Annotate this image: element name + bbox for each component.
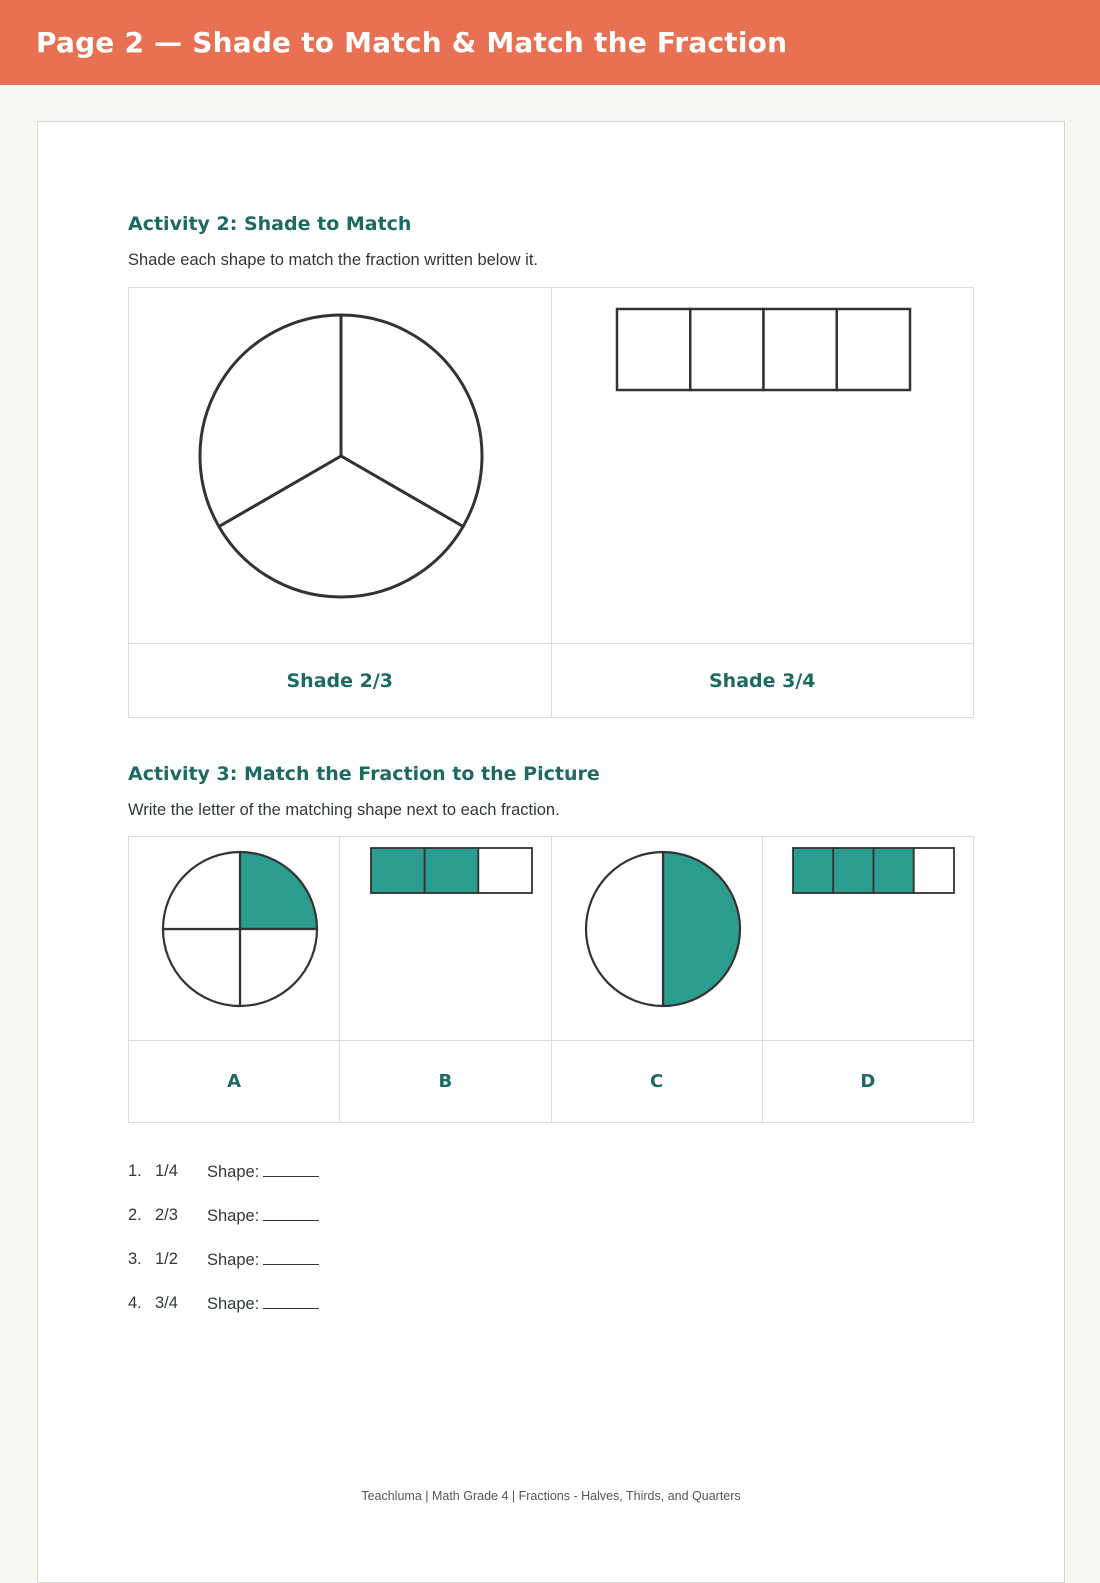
question-number: 3.	[128, 1250, 142, 1268]
circle-sector	[163, 852, 240, 929]
question-fraction: 3/4	[155, 1294, 178, 1312]
shade-label-2-3: Shade 2/3	[286, 669, 393, 692]
circle-sector	[240, 929, 317, 1006]
question-number: 4.	[128, 1294, 142, 1312]
shape-letter-cell-c	[551, 1041, 762, 1123]
circle-sector	[240, 852, 317, 929]
shape-letter-cell-b	[340, 1041, 551, 1123]
bar-segment	[793, 848, 833, 893]
bar-segment	[914, 848, 954, 893]
shape-prompt: Shape:	[207, 1206, 319, 1226]
answer-blank[interactable]	[263, 1294, 319, 1309]
activity-2-title: Activity 2: Shade to Match	[128, 213, 412, 235]
answer-blank[interactable]	[263, 1206, 319, 1221]
shape-prompt: Shape:	[207, 1294, 319, 1314]
bar-segment	[836, 309, 909, 390]
page-title: Page 2 — Shade to Match & Match the Fraction	[36, 26, 788, 59]
bar-segment	[479, 848, 533, 893]
shape-letter-cell-d	[762, 1041, 973, 1123]
bar-segment	[763, 309, 836, 390]
activity-2-label-2	[551, 644, 974, 718]
activity-3-instruction: Write the letter of the matching shape next to each fraction.	[128, 801, 560, 819]
circle-sector	[663, 852, 740, 1006]
shape-letter-cell-a	[129, 1041, 340, 1123]
shape-prompt: Shape:	[207, 1250, 319, 1270]
activity-2-table	[128, 287, 974, 718]
shape-letter-a: A	[227, 1071, 242, 1092]
circle-halves-shape	[552, 837, 763, 1041]
circle-quarters-shape	[129, 837, 340, 1041]
bar-segment	[690, 309, 763, 390]
question-number: 2.	[128, 1206, 142, 1224]
shape-letter-b: B	[438, 1071, 453, 1092]
bar-quarters-shape[interactable]	[552, 288, 974, 644]
bar-segment	[873, 848, 913, 893]
bar-quarters-shaded-shape	[763, 837, 974, 1041]
circle-thirds-shape[interactable]	[129, 288, 551, 644]
worksheet-page	[37, 121, 1065, 1583]
activity-2-label-1	[129, 644, 552, 718]
shape-cell-d	[762, 837, 973, 1041]
question-fraction: 1/4	[155, 1162, 178, 1180]
question-fraction: 2/3	[155, 1206, 178, 1224]
circle-sector	[163, 929, 240, 1006]
shade-label-3-4: Shade 3/4	[708, 669, 816, 692]
activity-3-table	[128, 836, 974, 1123]
activity-2-shape-cell-2	[551, 288, 974, 644]
answer-blank[interactable]	[263, 1250, 319, 1265]
bar-segment	[617, 309, 690, 390]
shape-prompt: Shape:	[207, 1162, 319, 1182]
bar-segment	[425, 848, 479, 893]
shape-letter-d: D	[860, 1071, 876, 1092]
bar-thirds-shape	[340, 837, 551, 1041]
activity-3-title: Activity 3: Match the Fraction to the Picture	[128, 763, 600, 785]
page-footer: Teachluma | Math Grade 4 | Fractions - Halves, Thirds, and Quarters	[361, 1489, 741, 1503]
shape-letter-c: C	[650, 1071, 664, 1092]
bar-segment	[371, 848, 425, 893]
question-fraction: 1/2	[155, 1250, 178, 1268]
bar-segment	[833, 848, 873, 893]
answer-blank[interactable]	[263, 1162, 319, 1177]
activity-2-shape-cell-1	[129, 288, 552, 644]
shape-cell-c	[551, 837, 762, 1041]
shape-cell-b	[340, 837, 551, 1041]
page-header	[0, 0, 1100, 85]
shape-cell-a	[129, 837, 340, 1041]
circle-sector	[586, 852, 663, 1006]
activity-2-instruction: Shade each shape to match the fraction written below it.	[128, 251, 538, 269]
question-number: 1.	[128, 1162, 142, 1180]
